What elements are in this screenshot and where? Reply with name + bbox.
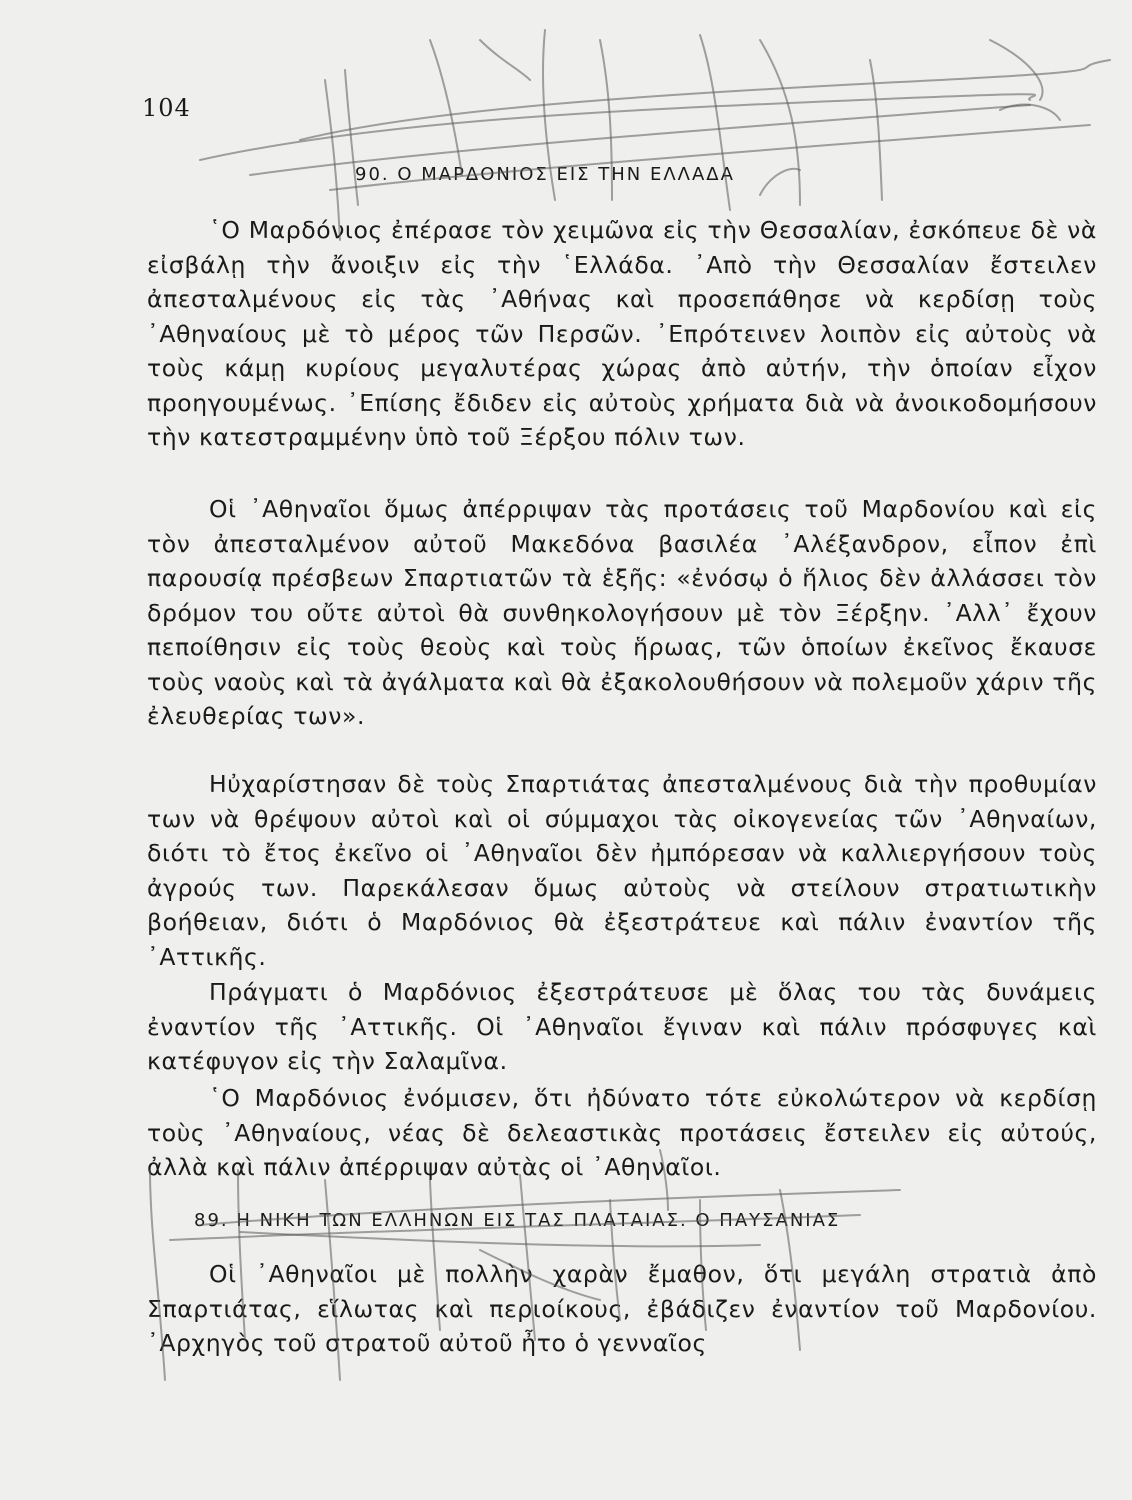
section-title-mardonios: 90. Ο ΜΑΡΔΟΝΙΟΣ ΕΙΣ ΤΗΝ ΕΛΛΑΔΑ [355, 164, 735, 185]
paragraph: Πράγματι ὁ Μαρδόνιος ἐξεστράτευσε μὲ ὅλας του τὰς δυνάμεις ἐναντίον τῆς ᾿Αττικῆς. Οἱ ᾿Αθηναῖοι ἔγιναν καὶ πάλιν πρόσφυγες καὶ κατέφυγον εἰς τὴν Σαλαμῖνα. [147, 978, 1097, 1075]
paragraph: Οἱ ᾿Αθηναῖοι μὲ πολλὴν χαρὰν ἔμαθον, ὅτι μεγάλη στρατιὰ ἀπὸ Σπαρτιάτας, εἵλωτας καὶ περιοίκους, ἐβάδιζεν ἐναντίον τοῦ Μαρδονίου. ᾿Αρχηγὸς τοῦ στρατοῦ αὐτοῦ ἦτο ὁ γενναῖος [147, 1260, 1097, 1357]
section-title-plataea: 89. Η ΝΙΚΗ ΤΩΝ ΕΛΛΗΝΩΝ ΕΙΣ ΤΑΣ ΠΛΑΤΑΙΑΣ. Ο ΠΑΥΣΑΝΙΑΣ [194, 1210, 841, 1231]
paragraph: Ηὐχαρίστησαν δὲ τοὺς Σπαρτιάτας ἀπεσταλμένους διὰ τὴν προθυμίαν των νὰ θρέψουν αὐτοὶ καὶ οἱ σύμμαχοι τὰς οἰκογενείας τῶν ᾿Αθηναίων, διότι τὸ ἔτος ἐκεῖνο οἱ ᾿Αθηναῖοι δὲν ἠμπόρεσαν νὰ καλλιεργήσουν τοὺς ἀγρούς των. Παρεκάλεσαν ὅμως αὐτοὺς νὰ στείλουν στρατιωτικὴν βοήθειαν, διότι ὁ Μαρδόνιος θὰ ἐξεστράτευε καὶ πάλιν ἐναντίον τῆς ᾿Αττικῆς. [147, 770, 1097, 971]
paragraph: Οἱ ᾿Αθηναῖοι ὅμως ἀπέρριψαν τὰς προτάσεις τοῦ Μαρδονίου καὶ εἰς τὸν ἀπεσταλμένον αὐτοῦ Μακεδόνα βασιλέα ᾿Αλέξανδρον, εἶπον ἐπὶ παρουσίᾳ πρέσβεων Σπαρτιατῶν τὰ ἑξῆς: «ἐνόσῳ ὁ ἥλιος δὲν ἀλλάσσει τὸν δρόμον του οὔτε αὐτοὶ θὰ συνθηκολογήσουν μὲ τὸν Ξέρξην. ᾿Αλλ᾿ ἔχουν πεποίθησιν εἰς τοὺς θεοὺς καὶ τοὺς ἥρωας, τῶν ὁποίων ἐκεῖνος ἔκαυσε τοὺς ναοὺς καὶ τὰ ἀγάλματα καὶ θὰ ἐξακολουθήσουν νὰ πολεμοῦν χάριν τῆς ἐλευθερίας των». [147, 495, 1097, 730]
paragraph: ῾Ο Μαρδόνιος ἐνόμισεν, ὅτι ἠδύνατο τότε εὐκολώτερον νὰ κερδίσῃ τοὺς ᾿Αθηναίους, νέας δὲ δελεαστικὰς προτάσεις ἔστειλεν εἰς αὐτούς, ἀλλὰ καὶ πάλιν ἀπέρριψαν αὐτὰς οἱ ᾿Αθηναῖοι. [147, 1084, 1097, 1181]
page-number: 104 [142, 94, 191, 122]
paragraph: ῾Ο Μαρδόνιος ἐπέρασε τὸν χειμῶνα εἰς τὴν Θεσσαλίαν, ἐσκόπευε δὲ νὰ εἰσβάλῃ τὴν ἄνοιξιν εἰς τὴν ῾Ελλάδα. ᾿Απὸ τὴν Θεσσαλίαν ἔστειλεν ἀπεσταλμένους εἰς τὰς ᾿Αθήνας καὶ προσεπάθησε νὰ κερδίσῃ τοὺς ᾿Αθηναίους μὲ τὸ μέρος τῶν Περσῶν. ᾿Επρότεινεν λοιπὸν εἰς αὐτοὺς νὰ τοὺς κάμῃ κυρίους μεγαλυτέρας χώρας ἀπὸ αὐτήν, τὴν ὁποίαν εἶχον προηγουμένως. ᾿Επίσης ἔδιδεν εἰς αὐτοὺς χρήματα διὰ νὰ ἀνοικοδομήσουν τὴν κατεστραμμένην ὑπὸ τοῦ Ξέρξου πόλιν των. [147, 216, 1097, 451]
